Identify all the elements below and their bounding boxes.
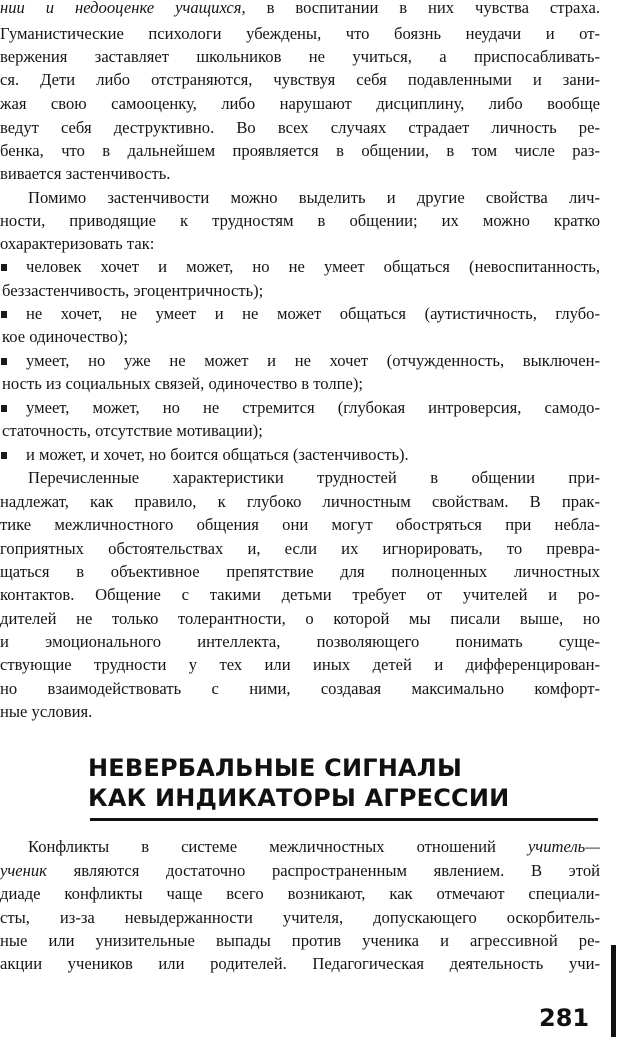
- bullet-marker: [1, 452, 7, 459]
- list-item-continuation: ность из социальных связей, одиночество в толпе);: [2, 374, 364, 393]
- text-line: бенка, что в дальнейшем проявляется в общении, в том числе раз-: [0, 141, 600, 160]
- italic-phrase: нии и недооценке учащихся: [0, 0, 242, 17]
- heading-underline-rule: [90, 818, 598, 821]
- text-line: дителей не только толерантности, о которой мы писали выше, но: [0, 609, 600, 628]
- list-item: и может, и хочет, но боится общаться (застенчивость).: [26, 445, 409, 464]
- italic-phrase: ученик: [0, 861, 47, 880]
- text-line: ведут себя деструктивно. Во всех случаях страдает личность ре-: [0, 118, 600, 137]
- text-line: гоприятных обстоятельствах и, если их игнорировать, то превра-: [0, 539, 600, 558]
- text-line: ся. Дети либо отстраняются, чувствуя себя подавленными и зани-: [0, 70, 600, 89]
- page-edge-bar: [611, 945, 616, 1037]
- list-item: умеет, но уже не может и не хочет (отчужденность, выключен-: [26, 351, 600, 370]
- list-item: человек хочет и может, но не умеет общаться (невоспитанность,: [26, 257, 600, 276]
- text-line: надлежат, как правило, к глубоко личностным свойствам. В прак-: [0, 492, 600, 511]
- text-line: акции учеников или родителей. Педагогическая деятельность учи-: [0, 954, 600, 973]
- text-line: нии и недооценке учащихся, в воспитании в них чувства страха.: [0, 0, 600, 17]
- text-line: вержения заставляет школьников не учиться, а приспосабливать-: [0, 47, 600, 66]
- text-line: ные или унизительные выпады против ученика и агрессивной ре-: [0, 931, 600, 950]
- text-line-last: ные условия.: [0, 702, 93, 721]
- text-line: тике межличностного общения они могут обостряться при небла-: [0, 515, 600, 534]
- section-heading-line-1: НЕВЕРБАЛЬНЫЕ СИГНАЛЫ: [88, 754, 463, 782]
- bullet-marker: [1, 358, 7, 365]
- text-line: диаде конфликты чаще всего возникают, как отмечают специали-: [0, 884, 600, 903]
- bullet-marker: [1, 311, 7, 318]
- text-line: но взаимодействовать с ними, создавая максимально комфорт-: [0, 679, 600, 698]
- text-line: Гуманистические психологи убеждены, что боязнь неудачи и от-: [0, 24, 600, 43]
- paragraph-first-line: Конфликты в системе межличностных отношений учитель—: [28, 837, 600, 856]
- bullet-marker: [1, 405, 7, 412]
- text-line: и эмоционального интеллекта, позволяющего понимать суще-: [0, 632, 600, 651]
- italic-phrase: учитель—: [527, 837, 600, 856]
- text-line: щаться в объективное препятствие для полноценных личностных: [0, 562, 600, 581]
- list-item: не хочет, не умеет и не может общаться (аутистичность, глубо-: [26, 304, 600, 323]
- paragraph-first-line: Перечисленные характеристики трудностей в общении при-: [28, 468, 600, 487]
- text-line-last: охарактеризовать так:: [0, 234, 155, 253]
- text-line-last: вивается застенчивость.: [0, 164, 171, 183]
- page-number: 281: [539, 1004, 590, 1032]
- text-line: ученик являются достаточно распространенным явлением. В этой: [0, 861, 600, 880]
- text-line: контактов. Общение с такими детьми требует от учителей и ро-: [0, 585, 600, 604]
- list-item: умеет, может, но не стремится (глубокая интроверсия, самодо-: [26, 398, 600, 417]
- text-line: жая свою самооценку, либо нарушают дисциплину, либо вообще: [0, 94, 600, 113]
- text-line: сты, из-за невыдержанности учителя, допускающего оскорбитель-: [0, 908, 600, 927]
- text-line: ствующие трудности у тех или иных детей и дифференцирован-: [0, 655, 600, 674]
- paragraph-first-line: Помимо застенчивости можно выделить и другие свойства лич-: [28, 188, 600, 207]
- bullet-marker: [1, 264, 7, 271]
- list-item-continuation: кое одиночество);: [2, 327, 129, 346]
- section-heading-line-2: КАК ИНДИКАТОРЫ АГРЕССИИ: [88, 784, 510, 812]
- list-item-continuation: статочность, отсутствие мотивации);: [2, 421, 263, 440]
- list-item-continuation: беззастенчивость, эгоцентричность);: [2, 281, 264, 300]
- text-line: ности, приводящие к трудностям в общении; их можно кратко: [0, 211, 600, 230]
